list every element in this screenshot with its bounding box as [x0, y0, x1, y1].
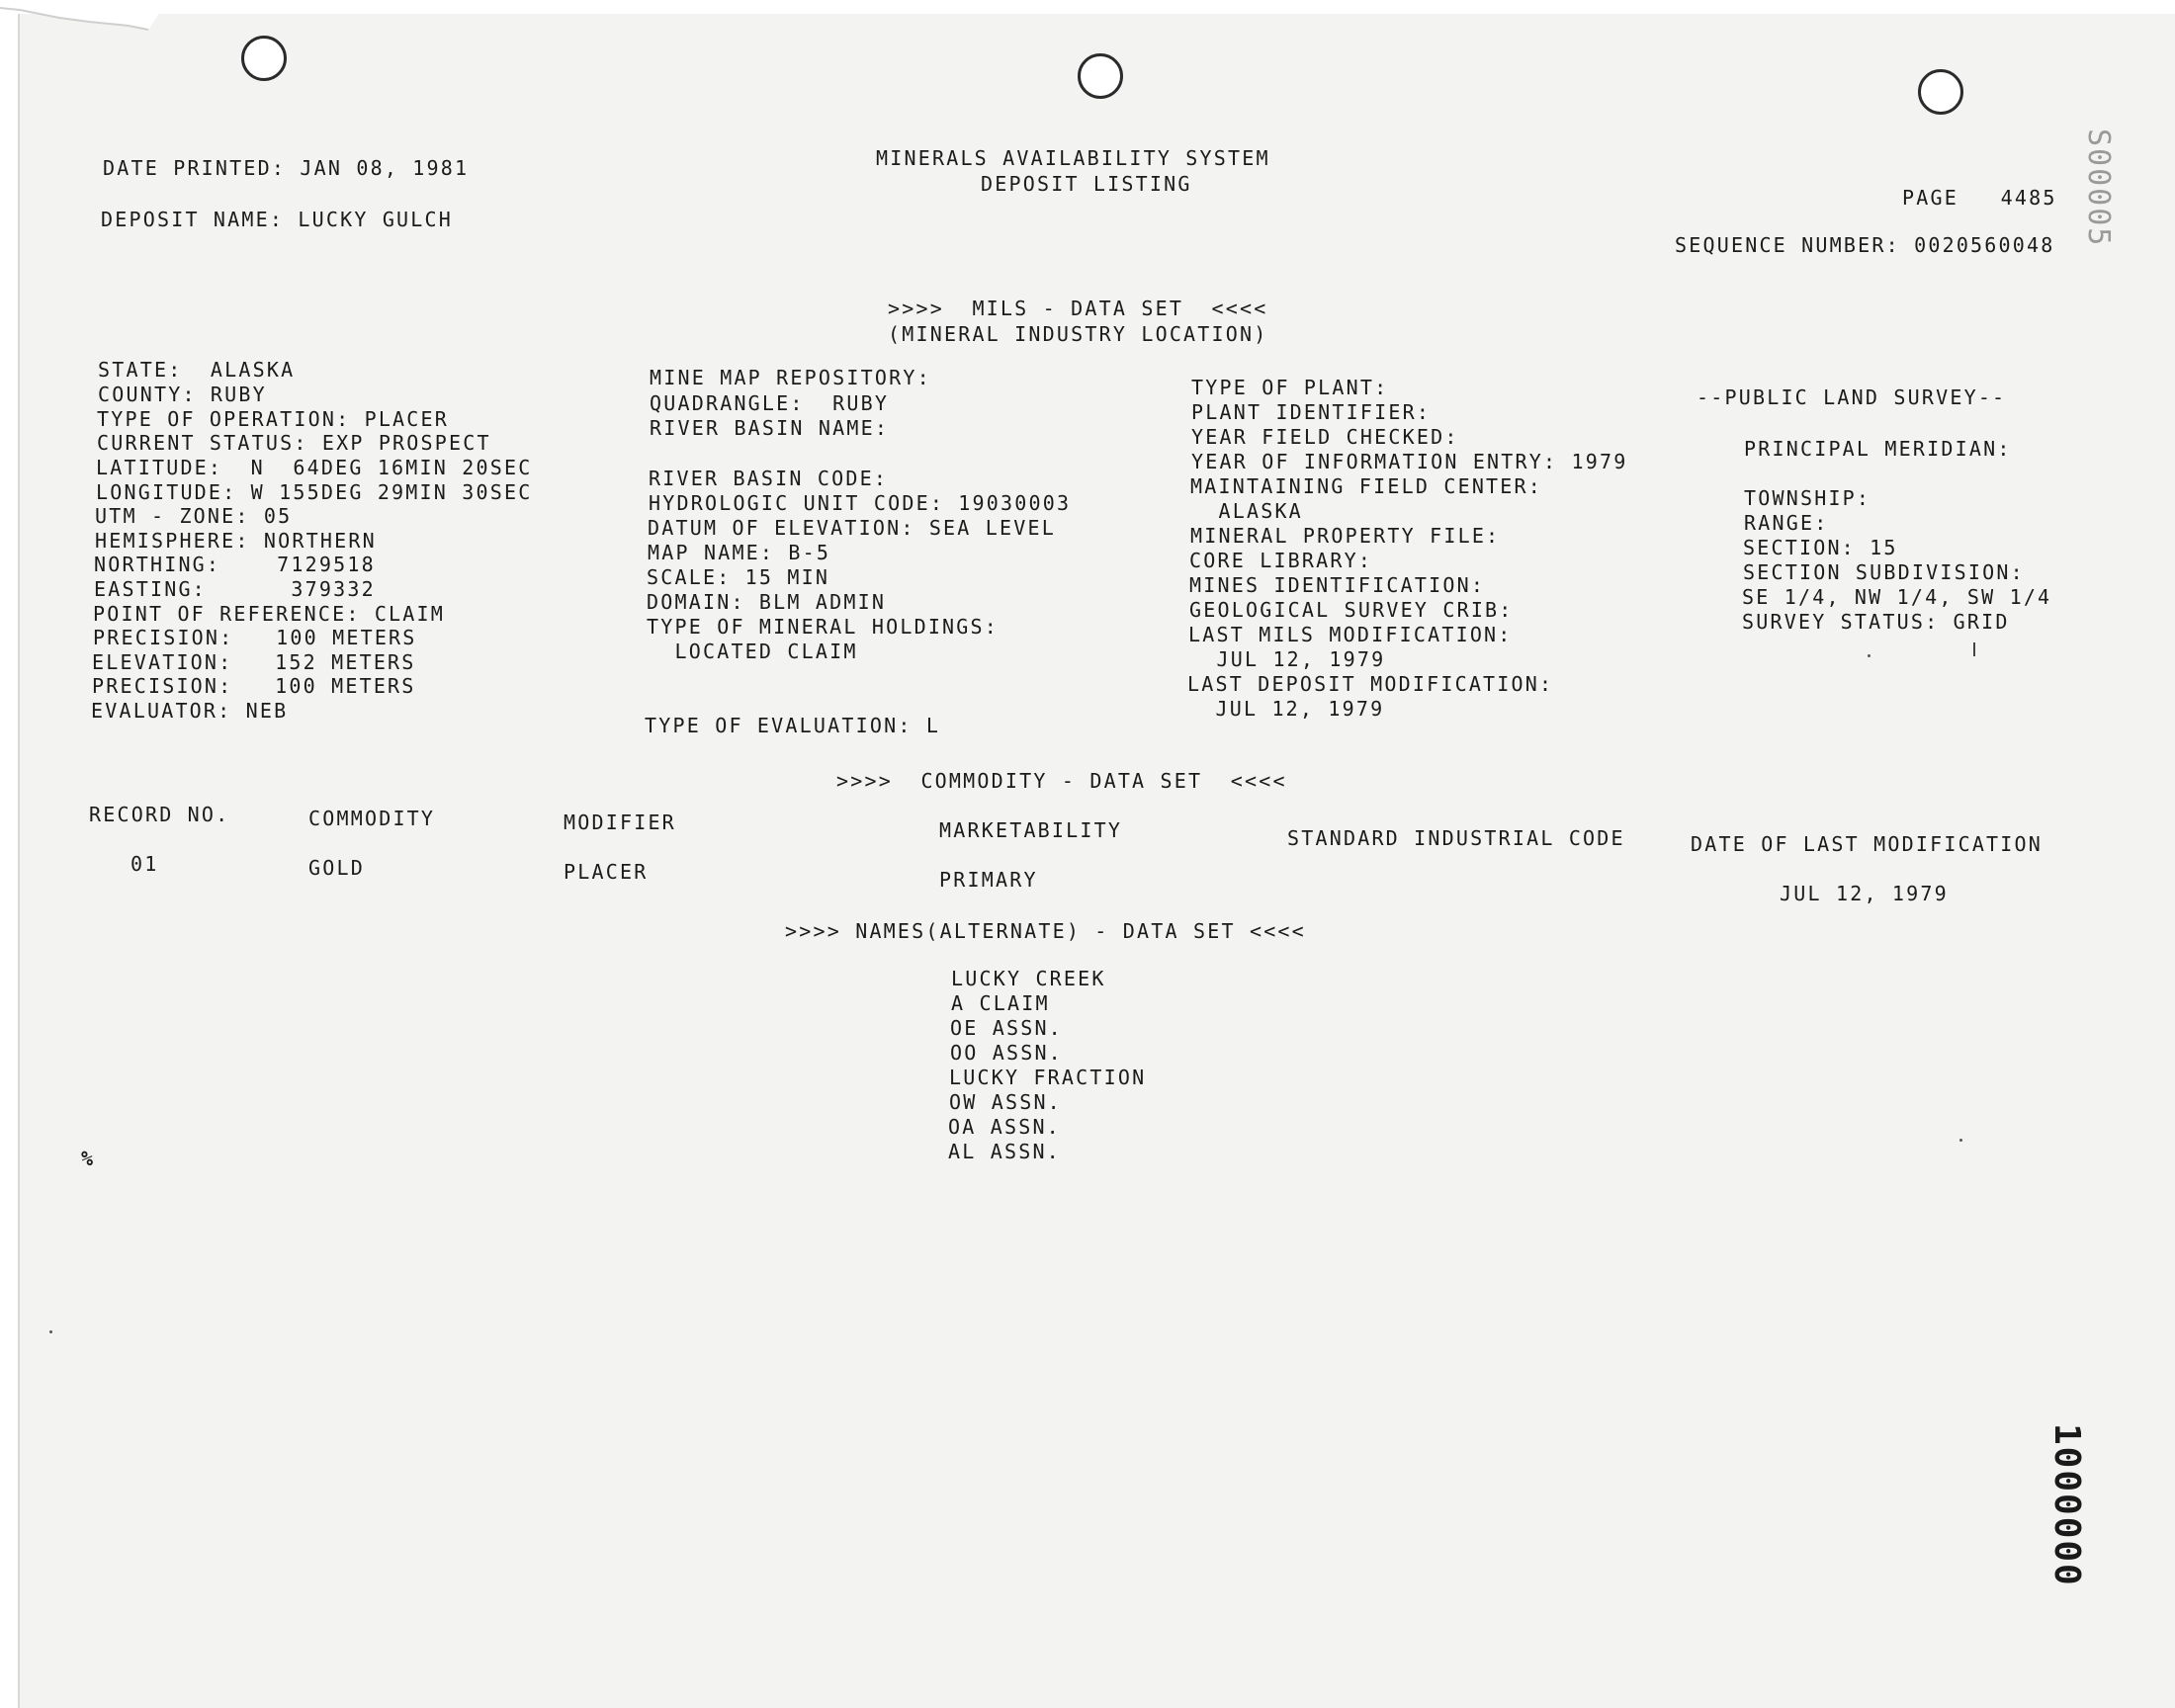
- list-item: A CLAIM: [951, 991, 1050, 1015]
- names-title: >>>> NAMES(ALTERNATE) - DATA SET <<<<: [785, 919, 1306, 943]
- header-marketability: MARKETABILITY: [939, 818, 1123, 842]
- date-printed: DATE PRINTED: JAN 08, 1981: [103, 156, 470, 180]
- cell-last-modification: JUL 12, 1979: [1780, 882, 1949, 905]
- punch-hole-center: [1078, 53, 1123, 99]
- mils-col2-line: SCALE: 15 MIN: [647, 565, 830, 589]
- mils-col2-line: DOMAIN: BLM ADMIN: [647, 590, 887, 614]
- list-item: LUCKY CREEK: [951, 967, 1106, 990]
- mils-col1-line: EVALUATOR: NEB: [91, 699, 289, 723]
- header-commodity: COMMODITY: [308, 807, 436, 830]
- mils-col3-line: YEAR FIELD CHECKED:: [1191, 425, 1459, 449]
- stray-dot: [1959, 1139, 1962, 1142]
- deposit-name: DEPOSIT NAME: LUCKY GULCH: [101, 208, 454, 231]
- list-item: OA ASSN.: [948, 1115, 1061, 1139]
- percent-mark: %: [81, 1147, 96, 1170]
- list-item: OO ASSN.: [950, 1041, 1063, 1065]
- mils-col1-line: POINT OF REFERENCE: CLAIM: [93, 602, 446, 626]
- bottom-stamp: 1000000: [2046, 1423, 2087, 1587]
- mils-col2-line: HYDROLOGIC UNIT CODE: 19030003: [649, 491, 1072, 515]
- punch-hole-left: [241, 36, 287, 81]
- sequence-number: SEQUENCE NUMBER: 0020560048: [1675, 233, 2055, 257]
- mils-col1-line: STATE: ALASKA: [98, 358, 296, 382]
- mils-title: >>>> MILS - DATA SET <<<<: [888, 297, 1268, 320]
- header-modifier: MODIFIER: [564, 811, 676, 834]
- header-sic: STANDARD INDUSTRIAL CODE: [1287, 826, 1625, 850]
- section: SECTION: 15: [1743, 536, 1898, 559]
- mils-col1-line: LATITUDE: N 64DEG 16MIN 20SEC: [96, 456, 533, 479]
- mils-col2-line: TYPE OF MINERAL HOLDINGS:: [647, 615, 1000, 639]
- stray-dot: [49, 1330, 52, 1333]
- mils-col2-line: DATUM OF ELEVATION: SEA LEVEL: [648, 516, 1056, 540]
- mils-col2-line: RIVER BASIN NAME:: [650, 416, 890, 440]
- listing-title: DEPOSIT LISTING: [981, 172, 1192, 196]
- mils-col3-line: LAST DEPOSIT MODIFICATION:: [1187, 672, 1554, 696]
- mils-col3-line: YEAR OF INFORMATION ENTRY: 1979: [1191, 450, 1628, 473]
- mils-col2-line: RIVER BASIN CODE:: [649, 467, 889, 490]
- mils-col3-line: MINES IDENTIFICATION:: [1189, 573, 1486, 597]
- torn-corner: [0, 0, 168, 69]
- cell-modifier: PLACER: [564, 860, 649, 884]
- mils-col3-line: LAST MILS MODIFICATION:: [1188, 623, 1513, 646]
- type-of-evaluation: TYPE OF EVALUATION: L: [645, 714, 941, 737]
- page-number: PAGE 4485: [1902, 186, 2057, 210]
- header-last-modification: DATE OF LAST MODIFICATION: [1691, 832, 2044, 856]
- mils-col3-line: JUL 12, 1979: [1188, 647, 1386, 671]
- list-item: OW ASSN.: [949, 1090, 1062, 1114]
- mils-col3-line: MINERAL PROPERTY FILE:: [1190, 524, 1501, 548]
- mils-col1-line: UTM - ZONE: 05: [95, 504, 293, 528]
- cell-commodity: GOLD: [308, 856, 365, 880]
- mils-col3-line: ALASKA: [1190, 499, 1303, 523]
- cell-record-no: 01: [130, 852, 159, 876]
- mils-col3-line: JUL 12, 1979: [1187, 697, 1385, 721]
- mils-col2-line: MINE MAP REPOSITORY:: [650, 366, 931, 389]
- subdivision-value: SE 1/4, NW 1/4, SW 1/4: [1742, 585, 2052, 609]
- principal-meridian: PRINCIPAL MERIDIAN:: [1744, 437, 2012, 461]
- mils-col3-line: GEOLOGICAL SURVEY CRIB:: [1189, 598, 1514, 622]
- punch-hole-right: [1918, 69, 1963, 115]
- mils-col3-line: PLANT IDENTIFIER:: [1191, 400, 1432, 424]
- mils-col1-line: CURRENT STATUS: EXP PROSPECT: [97, 431, 491, 455]
- section-subdivision: SECTION SUBDIVISION:: [1743, 560, 2025, 584]
- list-item: OE ASSN.: [950, 1016, 1063, 1040]
- commodity-title: >>>> COMMODITY - DATA SET <<<<: [836, 769, 1287, 793]
- mils-col1-line: TYPE OF OPERATION: PLACER: [97, 407, 450, 431]
- mils-subtitle: (MINERAL INDUSTRY LOCATION): [888, 322, 1268, 346]
- range: RANGE:: [1744, 511, 1829, 535]
- mils-col3-line: MAINTAINING FIELD CENTER:: [1190, 474, 1543, 498]
- faint-stamp: S00005: [2081, 128, 2116, 248]
- mils-col1-line: PRECISION: 100 METERS: [93, 626, 417, 649]
- mils-col1-line: ELEVATION: 152 METERS: [92, 650, 416, 674]
- mils-col3-line: CORE LIBRARY:: [1189, 549, 1373, 572]
- mils-col2-line: QUADRANGLE: RUBY: [650, 391, 890, 415]
- mils-col3-line: TYPE OF PLANT:: [1191, 376, 1389, 399]
- system-title: MINERALS AVAILABILITY SYSTEM: [876, 146, 1270, 170]
- mils-col1-line: NORTHING: 7129518: [94, 553, 376, 576]
- cell-marketability: PRIMARY: [939, 868, 1038, 892]
- mils-col1-line: HEMISPHERE: NORTHERN: [95, 529, 377, 553]
- list-item: LUCKY FRACTION: [949, 1066, 1147, 1089]
- stray-mark: [1973, 642, 1975, 656]
- mils-col2-line: MAP NAME: B-5: [648, 541, 831, 564]
- list-item: AL ASSN.: [948, 1140, 1061, 1163]
- mils-col1-line: COUNTY: RUBY: [98, 383, 267, 406]
- mils-col1-line: PRECISION: 100 METERS: [92, 674, 416, 698]
- survey-status: SURVEY STATUS: GRID: [1742, 610, 2010, 634]
- mils-col1-line: EASTING: 379332: [94, 577, 376, 601]
- mils-col1-line: LONGITUDE: W 155DEG 29MIN 30SEC: [96, 480, 533, 504]
- township: TOWNSHIP:: [1744, 486, 1871, 510]
- header-record-no: RECORD NO.: [89, 803, 230, 826]
- mils-col2-line: LOCATED CLAIM: [647, 640, 858, 663]
- public-land-survey-title: --PUBLIC LAND SURVEY--: [1696, 385, 2007, 409]
- stray-dot: [1868, 654, 1870, 657]
